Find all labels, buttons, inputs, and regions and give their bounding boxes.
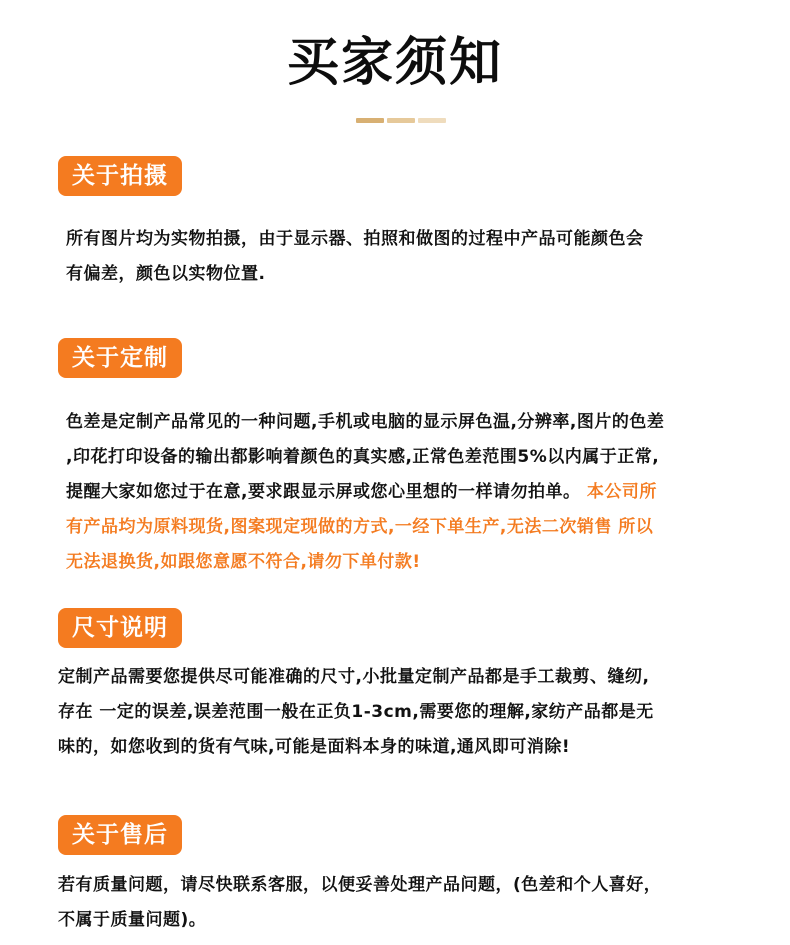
highlight-text: 本公司所 <box>586 482 657 502</box>
paragraph-line: 色差是定制产品常见的一种问题,手机或电脑的显示屏色温,分辨率,图片的色差 <box>66 412 665 432</box>
section-body-customization <box>66 405 664 580</box>
section-body-photography <box>66 222 644 292</box>
paragraph-line: 有偏差，颜色以实物位置. <box>66 264 266 284</box>
section-heading-photography: 关于拍摄 <box>58 156 182 196</box>
highlight-line: 无法退换货,如跟您意愿不符合,请勿下单付款! <box>66 552 421 572</box>
paragraph-line: 所有图片均为实物拍摄，由于显示器、拍照和做图的过程中产品可能颜色会 <box>66 229 644 249</box>
paragraph-line: 若有质量问题，请尽快联系客服，以便妥善处理产品问题，(色差和个人喜好， <box>58 875 662 895</box>
paragraph-line: ,印花打印设备的输出都影响着颜色的真实感,正常色差范围5%以内属于正常, <box>66 447 660 467</box>
underline-segment <box>387 118 415 123</box>
title-underline-decoration <box>356 118 446 123</box>
paragraph-line-mixed <box>66 475 664 510</box>
section-body-after-sales <box>58 868 661 938</box>
section-heading-after-sales: 关于售后 <box>58 815 182 855</box>
paragraph-line: 味的，如您收到的货有气味,可能是面料本身的味道,通风即可消除! <box>58 737 571 757</box>
paragraph-line: 存在 一定的误差,误差范围一般在正负1-3cm,需要您的理解,家纺产品都是无 <box>58 702 654 722</box>
paragraph-line: 不属于质量问题)。 <box>58 910 207 930</box>
section-body-size <box>58 660 654 765</box>
paragraph-text: 提醒大家如您过于在意,要求跟显示屏或您心里想的一样请勿拍单。 <box>66 482 581 502</box>
page-title: 买家须知 <box>286 33 503 93</box>
paragraph-line: 定制产品需要您提供尽可能准确的尺寸,小批量定制产品都是手工裁剪、缝纫, <box>58 667 650 687</box>
section-heading-size: 尺寸说明 <box>58 608 182 648</box>
section-heading-customization: 关于定制 <box>58 338 182 378</box>
underline-segment <box>418 118 446 123</box>
highlight-line: 有产品均为原料现货,图案现定现做的方式,一经下单生产,无法二次销售 所以 <box>66 517 654 537</box>
underline-segment <box>356 118 384 123</box>
